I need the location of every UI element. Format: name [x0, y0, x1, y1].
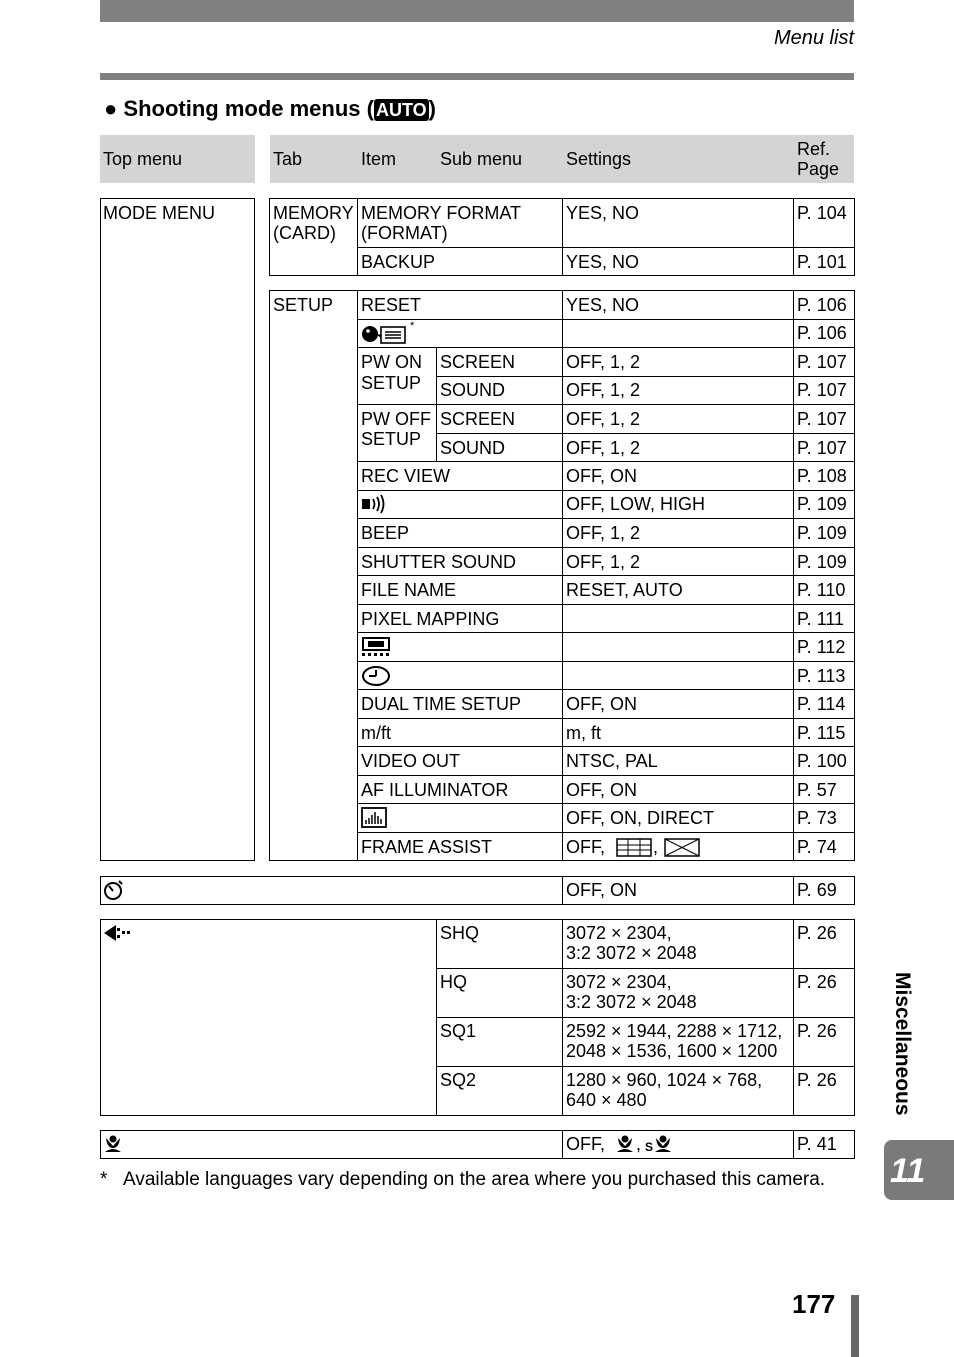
memory-tab-label: MEMORY: [273, 203, 354, 223]
sq1-settings: 2592 × 1944, 2288 × 1712,: [566, 1021, 783, 1041]
rec-view-page: P. 108: [797, 466, 847, 486]
speaker-volume-icon: [361, 494, 389, 514]
memory-format-item-2: (FORMAT): [361, 223, 448, 243]
video-out-settings: NTSC, PAL: [566, 751, 658, 771]
dual-time-settings: OFF, ON: [566, 694, 637, 714]
sq2-sub: SQ2: [440, 1070, 477, 1090]
auto-mode-badge: AUTO: [375, 100, 427, 120]
shq-sub: SHQ: [440, 923, 480, 943]
macro-flower-icon: [102, 1134, 124, 1156]
shutter-sound-page: P. 109: [797, 552, 847, 572]
language-icon: [361, 323, 409, 345]
header-columns-bg: [270, 135, 854, 183]
backup-settings: YES, NO: [566, 252, 640, 272]
backup-item: BACKUP: [361, 252, 436, 272]
video-out-page: P. 100: [797, 751, 847, 771]
af-illuminator-page: P. 57: [797, 780, 837, 800]
self-timer-settings: OFF, ON: [566, 880, 637, 900]
mode-menu-cell: [100, 198, 255, 861]
pixel-mapping-page: P. 111: [797, 609, 845, 629]
side-tab-label-box: [884, 962, 920, 1137]
sq2-settings-2: 640 × 480: [566, 1090, 647, 1110]
pw-on-screen-settings: OFF, 1, 2: [566, 352, 641, 372]
rec-view-settings: OFF, ON: [566, 466, 637, 486]
shutter-sound-item: SHUTTER SOUND: [361, 552, 517, 572]
super-macro-s: S: [645, 1140, 654, 1154]
volume-page: P. 109: [797, 494, 847, 514]
frame-assist-page: P. 74: [797, 837, 837, 857]
self-timer-row: [100, 876, 855, 905]
section-title: ● Shooting mode menus ( AUTO): [104, 96, 436, 121]
beep-settings: OFF, 1, 2: [566, 523, 641, 543]
reset-item: RESET: [361, 295, 422, 315]
bullet: ●: [104, 96, 118, 121]
side-tab-label: Miscellaneous: [891, 972, 914, 1116]
diagonal-lines-icon: [664, 838, 700, 858]
frame-assist-settings-prefix: OFF,: [566, 837, 605, 857]
clock-icon: [361, 665, 393, 687]
memory-format-settings: YES, NO: [566, 203, 640, 223]
setup-tab-label: SETUP: [273, 295, 334, 315]
pw-on-sound-settings: OFF, 1, 2: [566, 380, 641, 400]
pw-on-item: PW ON: [361, 352, 422, 372]
pw-off-screen-settings: OFF, 1, 2: [566, 409, 641, 429]
file-name-settings: RESET, AUTO: [566, 580, 683, 600]
macro-row: [100, 1130, 855, 1159]
super-macro-icon: [652, 1134, 674, 1156]
sq2-page: P. 26: [797, 1070, 837, 1090]
col-item: Item: [361, 149, 397, 169]
pw-on-sound: SOUND: [440, 380, 506, 400]
beep-item: BEEP: [361, 523, 410, 543]
col-tab: Tab: [273, 149, 303, 169]
grid-lines-icon: [616, 838, 652, 858]
chapter-tab: [884, 1140, 954, 1200]
af-illuminator-item: AF ILLUMINATOR: [361, 780, 509, 800]
col-ref: Ref.: [797, 139, 831, 159]
mft-page: P. 115: [797, 723, 846, 743]
pw-off-screen: SCREEN: [440, 409, 516, 429]
video-out-item: VIDEO OUT: [361, 751, 461, 771]
header-rule: [100, 73, 854, 80]
monitor-brightness-icon: [361, 636, 393, 658]
footnote-text: Available languages vary depending on the area where you purchased this camera.: [123, 1169, 826, 1190]
sq1-settings-2: 2048 × 1536, 1600 × 1200: [566, 1041, 778, 1061]
hq-sub: HQ: [440, 972, 467, 992]
hq-page: P. 26: [797, 972, 837, 992]
top-header-bar: [100, 0, 854, 22]
shutter-sound-settings: OFF, 1, 2: [566, 552, 641, 572]
footnote-mark: *: [100, 1169, 108, 1190]
shq-settings: 3072 × 2304,: [566, 923, 672, 943]
file-name-page: P. 110: [797, 580, 846, 600]
dual-time-page: P. 114: [797, 694, 846, 714]
mft-settings: m, ft: [566, 723, 601, 743]
macro-settings-prefix: OFF,: [566, 1134, 605, 1154]
dual-time-item: DUAL TIME SETUP: [361, 694, 522, 714]
histogram-icon: [361, 807, 389, 829]
volume-settings: OFF, LOW, HIGH: [566, 494, 706, 514]
memory-tab-label-2: (CARD): [273, 223, 336, 243]
brightness-page: P. 112: [797, 637, 846, 657]
page-number-bar: [851, 1295, 859, 1357]
histogram-page: P. 73: [797, 808, 837, 828]
section-title-text: Shooting mode menus (: [123, 96, 374, 121]
histogram-settings: OFF, ON, DIRECT: [566, 808, 714, 828]
macro-icon: [614, 1134, 636, 1156]
beep-page: P. 109: [797, 523, 847, 543]
reset-page: P. 106: [797, 295, 847, 315]
language-asterisk: *: [410, 320, 415, 332]
rec-view-item: REC VIEW: [361, 466, 451, 486]
pw-off-sound-page: P. 107: [797, 438, 847, 458]
pw-on-screen: SCREEN: [440, 352, 516, 372]
shq-page: P. 26: [797, 923, 837, 943]
pw-off-item-2: SETUP: [361, 429, 422, 449]
pw-on-item-2: SETUP: [361, 373, 422, 393]
pw-on-sound-page: P. 107: [797, 380, 847, 400]
mft-item: m/ft: [361, 723, 391, 743]
frame-assist-comma: ,: [653, 837, 659, 857]
shq-settings-2: 3:2 3072 × 2048: [566, 943, 697, 963]
file-name-item: FILE NAME: [361, 580, 457, 600]
header-title: Menu list: [773, 27, 854, 49]
memory-format-item: MEMORY FORMAT: [361, 203, 522, 223]
hq-settings: 3072 × 2304,: [566, 972, 672, 992]
pw-off-screen-page: P. 107: [797, 409, 847, 429]
chapter-number: 11: [890, 1152, 926, 1190]
reset-settings: YES, NO: [566, 295, 640, 315]
self-timer-page: P. 69: [797, 880, 837, 900]
clock-page: P. 113: [797, 666, 846, 686]
pw-off-sound-settings: OFF, 1, 2: [566, 438, 641, 458]
macro-comma: ,: [636, 1134, 642, 1154]
pw-on-screen-page: P. 107: [797, 352, 847, 372]
memory-format-page: P. 104: [797, 203, 847, 223]
col-sub-menu: Sub menu: [440, 149, 523, 169]
page-number: 177: [792, 1289, 836, 1319]
pw-off-sound: SOUND: [440, 438, 506, 458]
self-timer-icon: [102, 879, 126, 901]
sq1-sub: SQ1: [440, 1021, 477, 1041]
frame-assist-item: FRAME ASSIST: [361, 837, 493, 857]
col-top-menu: Top menu: [103, 149, 183, 169]
col-page: Page: [797, 159, 840, 179]
image-quality-icon: [102, 922, 134, 944]
af-illuminator-settings: OFF, ON: [566, 780, 637, 800]
pw-off-item: PW OFF: [361, 409, 431, 429]
col-settings: Settings: [566, 149, 632, 169]
backup-page: P. 101: [797, 252, 847, 272]
mode-menu-label: MODE MENU: [103, 203, 215, 223]
macro-page: P. 41: [797, 1134, 837, 1154]
hq-settings-2: 3:2 3072 × 2048: [566, 992, 697, 1012]
pixel-mapping-item: PIXEL MAPPING: [361, 609, 500, 629]
language-page: P. 106: [797, 323, 847, 343]
sq2-settings: 1280 × 960, 1024 × 768,: [566, 1070, 763, 1090]
sq1-page: P. 26: [797, 1021, 837, 1041]
